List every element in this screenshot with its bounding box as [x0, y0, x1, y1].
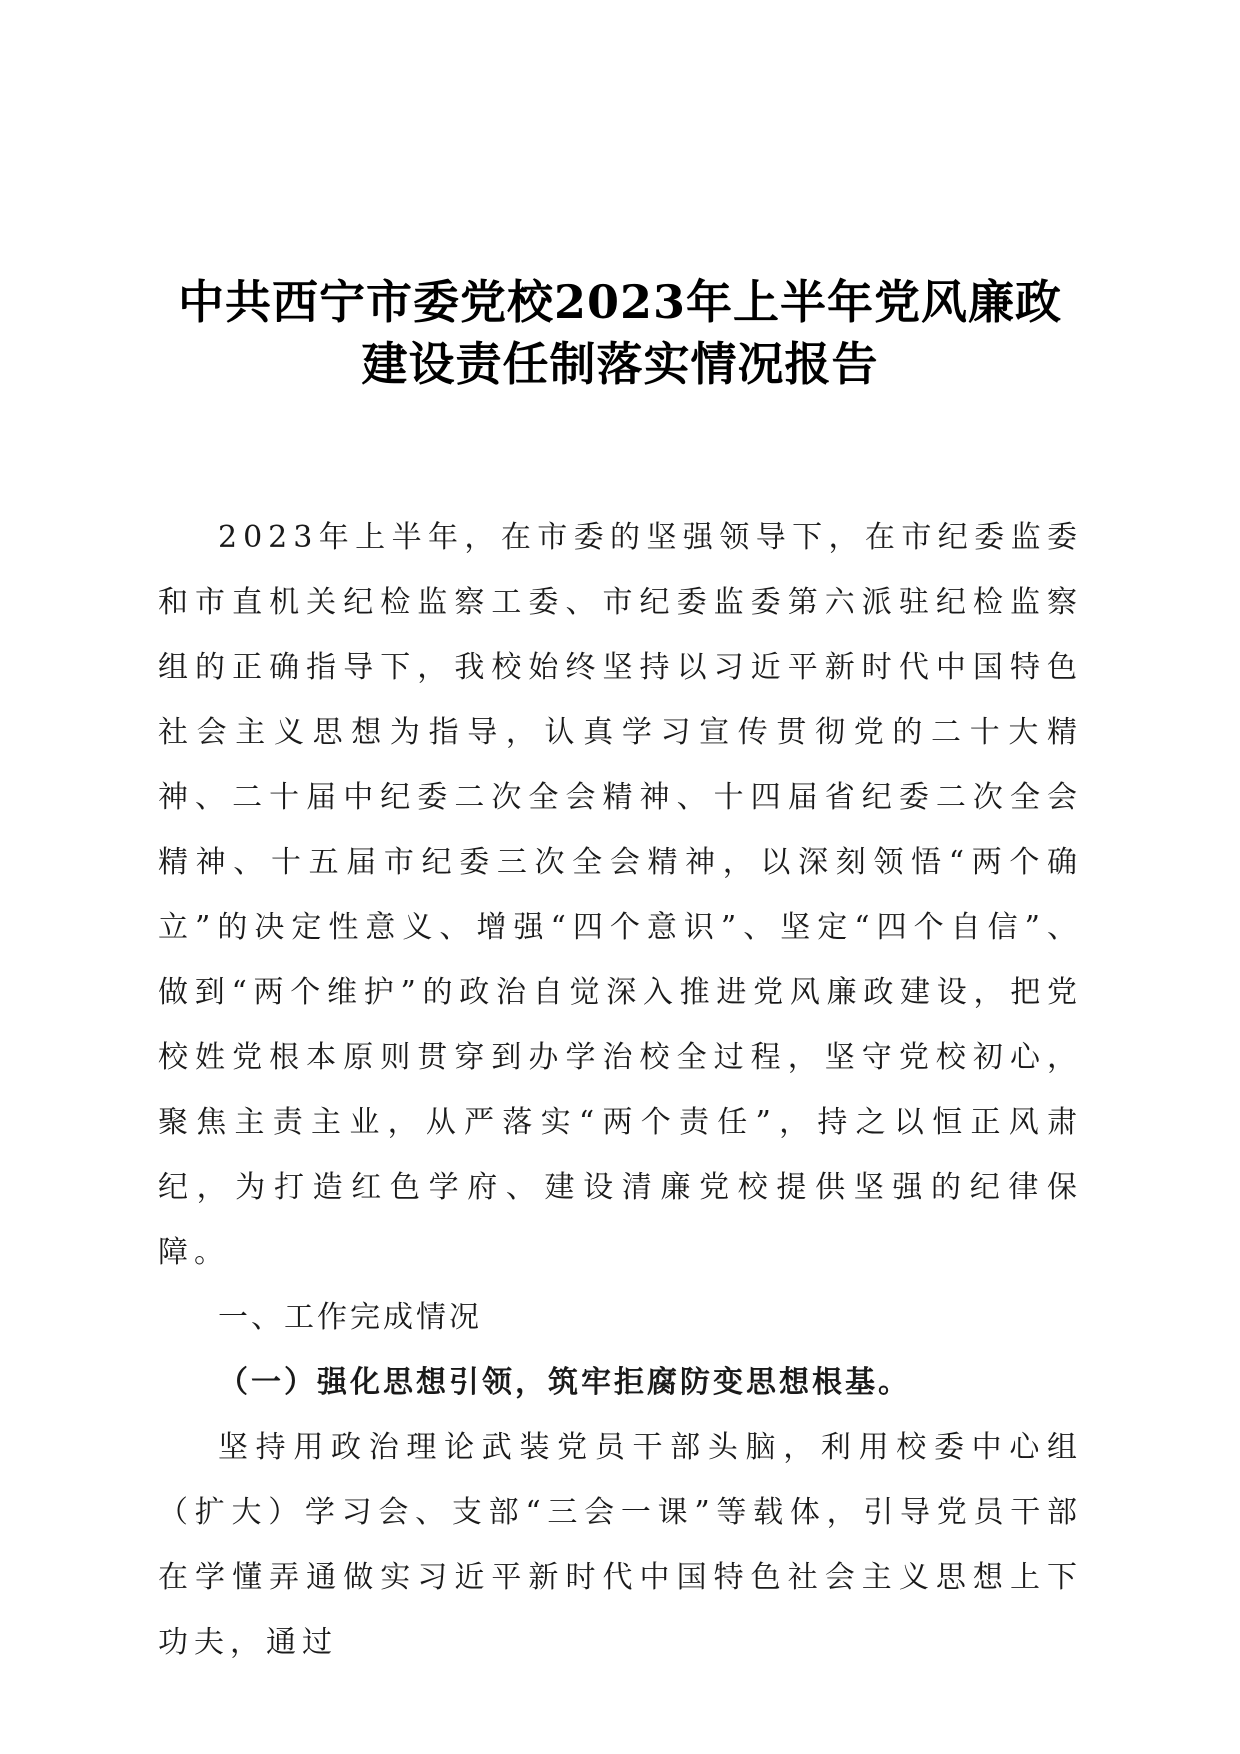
document-body: [158, 505, 1083, 1675]
intro-paragraph: 2023年上半年，在市委的坚强领导下，在市纪委监委和市直机关纪检监察工委、市纪委监委第六派驻纪检监察组的正确指导下，我校始终坚持以习近平新时代中国特色社会主义思想为指导，认真学习宣传贯彻党的二十大精神、二十届中纪委二次全会精神、十四届省纪委二次全会精神、十五届市纪委三次全会精神，以深刻领悟“两个确立”的决定性意义、增强“四个意识”、坚定“四个自信”、做到“两个维护”的政治自觉深入推进党风廉政建设，把党校姓党根本原则贯穿到办学治校全过程，坚守党校初心，聚焦主责主业，从严落实“两个责任”，持之以恒正风肃纪，为打造红色学府、建设清廉党校提供坚强的纪律保障。: [158, 520, 1083, 1270]
title-line-2: 建设责任制落实情况报告: [361, 336, 879, 391]
title-line-1: 中共西宁市委党校2023年上半年党风廉政: [177, 274, 1063, 329]
subsection-paragraph: 坚持用政治理论武装党员干部头脑，利用校委中心组（扩大）学习会、支部“三会一课”等载体，引导党员干部在学懂弄通做实习近平新时代中国特色社会主义思想上下功夫，通过: [158, 1430, 1083, 1660]
section-heading-work-completion: 一、工作完成情况: [218, 1300, 482, 1335]
subsection-heading-ideological-guidance: （一）强化思想引领，筑牢拒腐防变思想根基。: [218, 1365, 911, 1400]
document-title: [0, 271, 1240, 395]
